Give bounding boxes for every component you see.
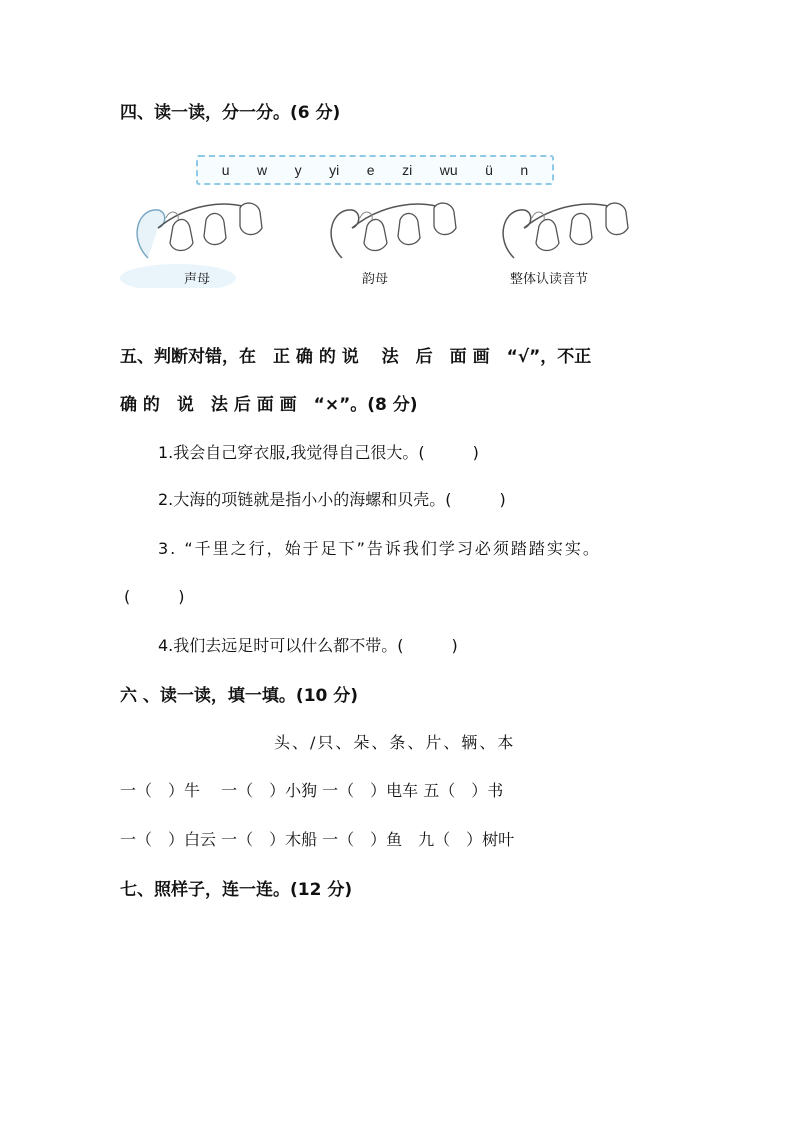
pinyin-letter: ü <box>485 162 493 178</box>
pinyin-letter: e <box>366 162 375 178</box>
group-label-zhengti: 整体认读音节 <box>510 272 589 287</box>
fill-row-1: 一（ ）牛 一（ ）小狗 一（ ）电车 五（ ）书 <box>120 781 504 800</box>
judge-item-2: 2.大海的项链就是指小小的海螺和贝壳。( ) <box>158 490 506 509</box>
section4-title: 四、读一读，分一分。(6 分) <box>120 103 341 123</box>
section7-title: 七、照样子，连一连。(12 分) <box>120 880 353 900</box>
pinyin-letter: wu <box>439 162 458 178</box>
judge-item-3-bracket: ( ) <box>124 587 185 606</box>
judge-item-3: 3. “千里之行，始于足下”告诉我们学习必须踏踏实实。 <box>158 539 601 558</box>
measure-words: 头、/只、朵、条、片、辆、本 <box>274 733 516 752</box>
pinyin-letter: yi <box>329 162 340 178</box>
group-label-shengmu: 声母 <box>184 272 211 287</box>
judge-item-1: 1.我会自己穿衣服,我觉得自己很大。( ) <box>158 443 479 462</box>
pinyin-letter: zi <box>402 162 413 178</box>
section5-title-line1: 五、判断对错，在 正 确 的 说 法 后 面 画 “√”，不正 <box>120 347 592 367</box>
section6-title: 六 、读一读，填一填。(10 分) <box>120 686 359 706</box>
pinyin-letter: u <box>221 162 230 178</box>
fill-row-2: 一（ ）白云 一（ ）木船 一（ ）鱼 九（ ）树叶 <box>120 830 515 849</box>
section5-title-line2: 确 的 说 法 后 面 画 “×”。(8 分) <box>120 395 418 415</box>
judge-item-4: 4.我们去远足时可以什么都不带。( ) <box>158 636 458 655</box>
pinyin-letter: n <box>520 162 529 178</box>
pinyin-letter: y <box>294 162 302 178</box>
pinyin-letter: w <box>257 162 268 178</box>
flower-yunmu-icon <box>312 198 482 288</box>
group-label-yunmu: 韵母 <box>362 272 389 287</box>
pinyin-letter-box <box>196 155 554 185</box>
